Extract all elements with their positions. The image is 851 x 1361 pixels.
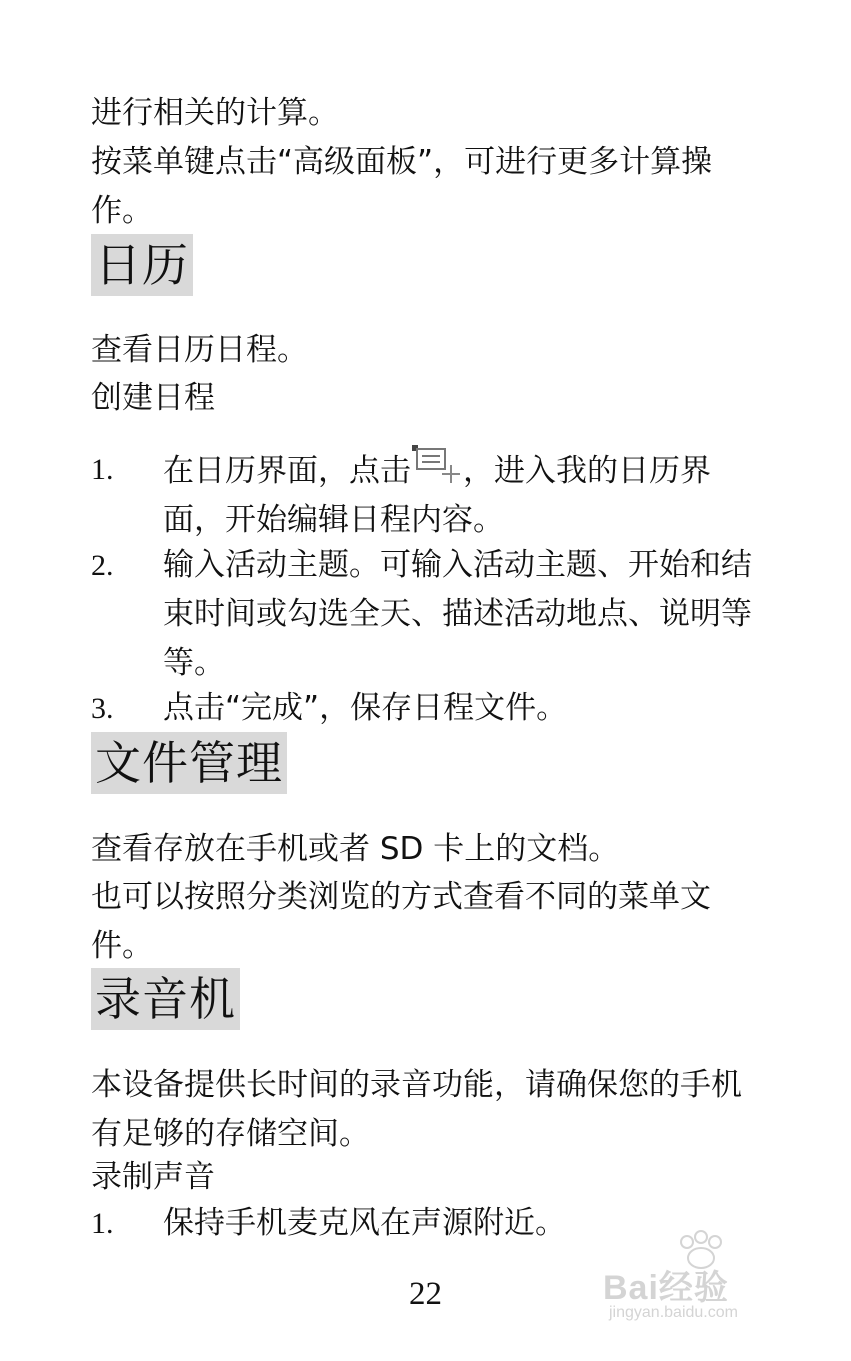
step-text: 保持手机麦克风在声源附近。 [163, 1205, 566, 1241]
section-heading-file-manager: 文件管理 [91, 732, 287, 794]
step-number: 2. [91, 549, 114, 582]
step-text: 输入活动主题。可输入活动主题、开始和结束时间或勾选全天、描述活动地点、说明等等。 [163, 547, 752, 681]
new-event-icon [411, 445, 463, 485]
calendar-subheading: 创建日程 [91, 380, 215, 416]
calculator-text-line: 进行相关的计算。 [91, 95, 339, 131]
watermark-url: jingyan.baidu.com [609, 1304, 738, 1321]
section-heading-recorder: 录音机 [91, 968, 240, 1030]
page-number: 22 [409, 1276, 442, 1312]
step-number: 1. [91, 1207, 114, 1240]
step-number: 3. [91, 692, 114, 725]
recorder-subheading: 录制声音 [91, 1159, 215, 1195]
step-text-part: ，进入我的日历界面，开始编辑日程内容。 [163, 453, 711, 538]
step-text: 点击“完成”，保存日程文件。 [163, 690, 568, 726]
calculator-text-paragraph: 按菜单键点击“高级面板”，可进行更多计算操作。 [91, 144, 713, 229]
section-heading-calendar: 日历 [91, 234, 193, 296]
watermark-brand: Bai经验 [603, 1269, 729, 1307]
step-text [163, 445, 763, 545]
recorder-intro: 本设备提供长时间的录音功能，请确保您的手机有足够的存储空间。 [91, 1067, 742, 1152]
file-manager-text-paragraph: 也可以按照分类浏览的方式查看不同的菜单文件。 [91, 879, 711, 964]
calendar-intro: 查看日历日程。 [91, 332, 308, 368]
step-number: 1. [91, 453, 114, 486]
file-manager-text-line: 查看存放在手机或者 SD 卡上的文档。 [91, 831, 620, 867]
baidu-jingyan-watermark [603, 1230, 803, 1330]
step-text-part: 在日历界面，点击 [163, 453, 411, 489]
